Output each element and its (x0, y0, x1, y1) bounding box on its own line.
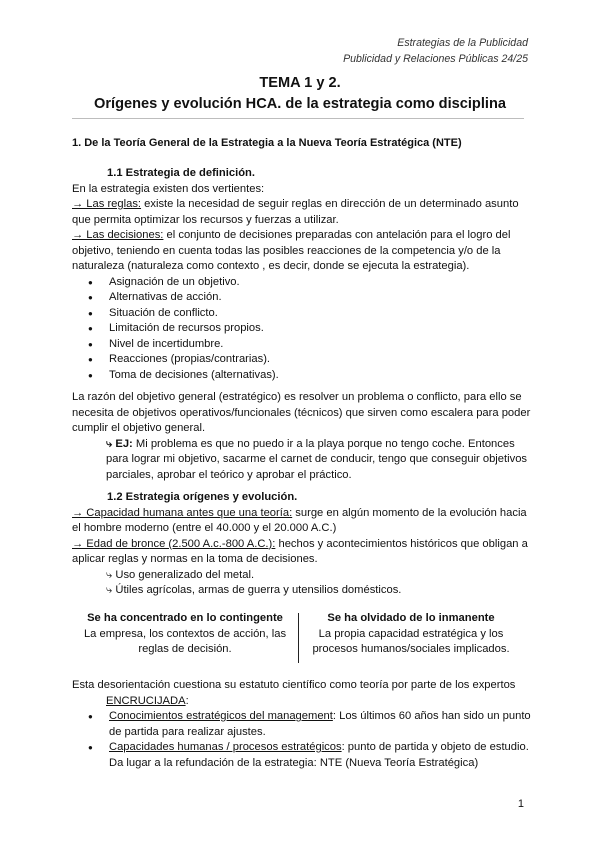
section-1-2 (72, 490, 532, 599)
list-item: ● Asignación de un objetivo. (88, 275, 532, 291)
section-1-heading (72, 136, 532, 152)
objective-paragraph (72, 390, 532, 483)
title-divider (72, 118, 524, 119)
subsection-heading-1-1: 1.1 Estrategia de definición. (107, 167, 255, 179)
reglas-paragraph (72, 197, 532, 228)
example-paragraph (72, 437, 532, 484)
capacidad-text: surge en algún momento de la evolución hacia el hombre moderno (entre el 40.000 y el 20.000 A.C.) (72, 506, 527, 534)
contingente-heading: Se ha concentrado en lo contingente (87, 612, 283, 624)
encrucijada-item-label: Capacidades humanas / procesos estratégicos (109, 741, 342, 753)
inmanente-text: La propia capacidad estratégica y los procesos humanos/sociales implicados. (312, 627, 510, 655)
list-item: ● Limitación de recursos propios. (88, 321, 532, 337)
decisiones-text: el conjunto de decisiones preparadas con antelación para el logro del objetivo, teniendo en cuenta todas las posibles reacciones de la competencia y/o de la naturaleza (naturaleza como contexto , es decir, donde se ejecuta la estrategia). (72, 229, 511, 272)
page-subtitle: Orígenes y evolución HCA. de la estrategia como disciplina (94, 96, 506, 112)
encrucijada-list (72, 709, 532, 771)
example-text: Mi problema es que no puedo ir a la playa porque no tengo coche. Entonces para lograr mi objetivo, sacarme el carnet de conducir, tengo que conseguir objetivos parciales, aprobar el teórico y aprobar el práctico. (106, 437, 528, 481)
bronce-paragraph (72, 537, 532, 568)
decisiones-paragraph (72, 228, 532, 275)
contingente-text: La empresa, los contextos de acción, las reglas de decisión. (83, 627, 287, 655)
document-header (343, 36, 528, 67)
decisiones-label: → Las decisiones: (72, 229, 164, 241)
inmanente-heading: Se ha olvidado de lo inmanente (327, 612, 495, 624)
characteristics-list (72, 275, 532, 384)
list-item: ● Alternativas de acción. (88, 290, 532, 306)
reglas-text: existe la necesidad de seguir reglas en dirección de un determinado asunto que permita optimizar los recursos y fuerzas a utilizar. (72, 198, 519, 226)
list-item: ● Toma de decisiones (alternativas). (88, 368, 532, 384)
capacidad-label: → Capacidad humana antes que una teoría: (72, 506, 293, 519)
encrucijada-item-text: : Los últimos 60 años han sido un punto de partida para realizar ajustes. (109, 710, 531, 738)
list-item (88, 709, 532, 740)
header-course: Estrategias de la Publicidad (397, 37, 528, 49)
list-item: ● Situación de conflicto. (88, 306, 532, 322)
list-item: ● Reacciones (propias/contrarias). (88, 352, 532, 368)
encrucijada-label: ENCRUCIJADA (106, 694, 186, 707)
encrucijada-colon: : (185, 694, 189, 707)
closing-section (72, 678, 532, 771)
encrucijada-item-label: Conocimientos estratégicos del management (109, 710, 333, 722)
encrucijada-line (72, 694, 532, 710)
comparison-table (72, 611, 524, 663)
encrucijada-item-text: : punto de partida y objeto de estudio. Da lugar a la refundación de la estrategia: NTE (Nueva Teoría Estratégica) (109, 741, 529, 769)
list-item: ● Nivel de incertidumbre. (88, 337, 532, 353)
section-heading-text: 1. De la Teoría General de la Estrategia a la Nueva Teoría Estratégica (NTE) (72, 137, 462, 149)
page-title: TEMA 1 y 2. (259, 75, 341, 91)
contingente-column (72, 611, 298, 658)
closing-text: Esta desorientación cuestiona su estatuto científico como teoría por parte de los expertos (72, 679, 516, 691)
intro-text: En la estrategia existen dos vertientes: (72, 182, 265, 195)
bronce-text: hechos y acontecimientos históricos que obligan a aplicar reglas y normas en la toma de decisiones. (72, 537, 528, 565)
capacidad-paragraph (72, 506, 532, 537)
inmanente-column (298, 611, 524, 658)
bronce-label: → Edad de bronce (2.500 A.c.-800 A.C.): (72, 537, 276, 550)
subsection-heading-1-2: 1.2 Estrategia orígenes y evolución. (107, 491, 298, 503)
reglas-label: → Las reglas: (72, 198, 142, 210)
objective-text: La razón del objetivo general (estratégico) es resolver un problema o conflicto, para ello se necesita de objetivos operativos/funcionales (técnicos) que sirven como escalera para poder cumplir el objetivo general. (72, 391, 531, 434)
bronce-subitem: ⤷ Útiles agrícolas, armas de guerra y utensilios domésticos. (106, 584, 402, 596)
bronce-subitem: ⤷ Uso generalizado del metal. (106, 568, 255, 581)
header-degree: Publicidad y Relaciones Públicas 24/25 (343, 52, 528, 65)
page-number: 1 (517, 798, 524, 810)
section-1-1 (72, 166, 532, 383)
example-label: ⤷ EJ: (106, 437, 133, 450)
list-item (88, 740, 532, 771)
